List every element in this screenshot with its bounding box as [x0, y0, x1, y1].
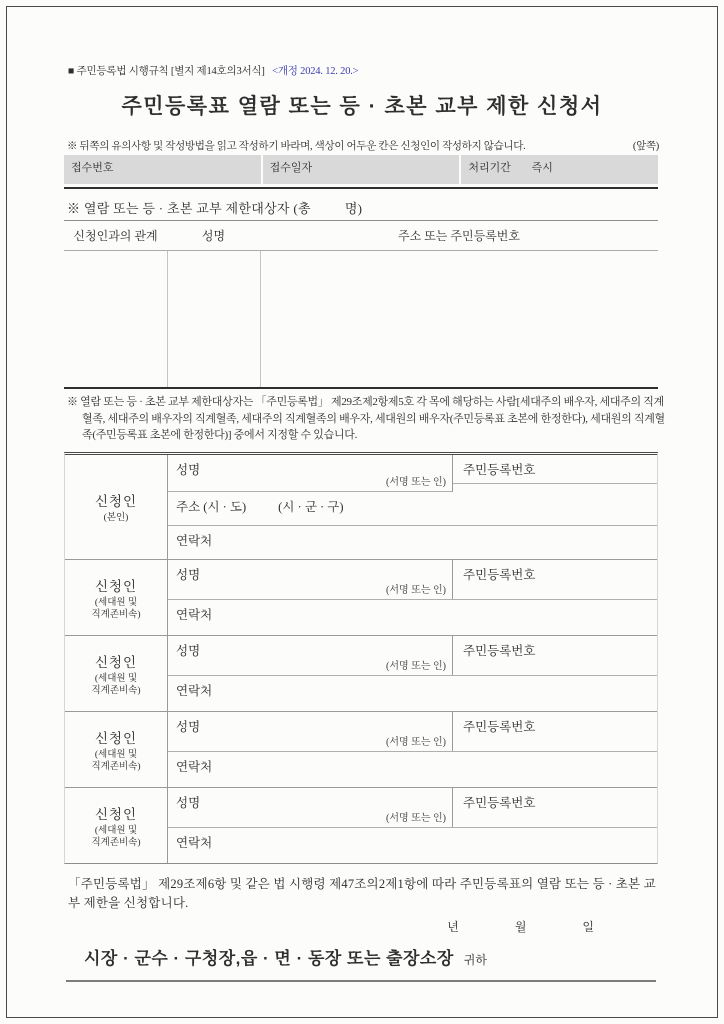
processing-period-value: 즉시: [531, 162, 553, 174]
contact-label: 연락처: [176, 608, 213, 622]
contact-field: [168, 828, 657, 863]
column-name: 성명: [201, 229, 226, 243]
contact-label: 연락처: [176, 836, 213, 850]
restricted-table-body: [64, 251, 658, 389]
applicant-role-cell: [65, 712, 168, 787]
receipt-no-label: 접수번호: [71, 162, 114, 174]
applicant-label: 신청인: [94, 730, 138, 746]
signature-hint: (서명 또는 인): [386, 661, 446, 672]
name-field: [168, 712, 453, 751]
rrn-field: [453, 788, 657, 827]
address-field: [168, 492, 657, 526]
contact-field: [168, 676, 657, 711]
revision-note: <개정 2024. 12. 20.>: [272, 66, 359, 77]
regulation-reference: [68, 63, 358, 78]
applicant-role-cell: [65, 455, 168, 559]
contact-field: [168, 600, 657, 635]
applicant-block-household: [65, 711, 657, 787]
regulation-reference-text: ■ 주민등록법 시행규칙 [별지 제14호의3서식]: [68, 66, 265, 77]
receipt-date-cell: [263, 155, 460, 184]
rrn-label: 주민등록번호: [463, 720, 536, 734]
name-label: 성명: [176, 568, 201, 582]
receipt-header-row: [64, 155, 658, 184]
rrn-label: 주민등록번호: [463, 568, 536, 582]
signature-hint: (서명 또는 인): [386, 737, 446, 748]
applicant-block-household: [65, 559, 657, 635]
recipient-line: [84, 944, 487, 969]
footer-rule: [66, 980, 656, 982]
rrn-field: [453, 455, 657, 492]
applicant-label: 신청인: [94, 494, 138, 509]
page-title: 주민등록표 열람 또는 등 · 초본 교부 제한 신청서: [121, 95, 603, 118]
honorific-label: 귀하: [463, 953, 487, 967]
role-label: (본인): [103, 513, 129, 523]
applicant-label: 신청인: [94, 578, 138, 594]
contact-label: 연락처: [176, 684, 213, 698]
applicant-role-cell: [65, 788, 168, 863]
applicant-table: [64, 452, 658, 864]
rrn-label: 주민등록번호: [463, 796, 536, 810]
applicant-block-self: [65, 455, 657, 559]
section-divider: [64, 187, 658, 189]
notice-line: [67, 138, 659, 153]
declaration-text: 「주민등록법」 제29조제6항 및 같은 법 시행령 제47조의2제1항에 따라 주민등록표의 열람 또는 등 · 초본 교부 제한을 신청합니다.: [68, 877, 656, 910]
role-label: (세대원 및 직계존비속): [91, 825, 141, 848]
restricted-section-title: [67, 198, 362, 217]
restricted-title-suffix: 명): [344, 201, 363, 216]
signature-hint: (서명 또는 인): [386, 585, 446, 596]
column-divider: [260, 251, 261, 387]
applicant-block-household: [65, 635, 657, 711]
note-paragraph: ※ 열람 또는 등 · 초본 교부 제한대상자는 「주민등록법」 제29조제2항제5호 각 목에 해당하는 사람[세대주의 배우자, 세대주의 직계혈족, 세대주의 배우자의 직계혈족, 세대주의 직계혈족의 배우자, 세대원의 배우자(주민등록표 초본에 한정한다), 세대원의 직계혈족(주민등록표 초본에 한정한다)] 중에서 지정할 수 있습니다.: [67, 396, 665, 441]
name-label: 성명: [176, 463, 201, 477]
processing-period-cell: [461, 155, 658, 184]
date-line: [64, 918, 594, 935]
rrn-field: [453, 636, 657, 675]
role-label: (세대원 및 직계존비속): [91, 749, 141, 772]
name-field: [168, 636, 453, 675]
receipt-no-cell: [64, 155, 261, 184]
restricted-table: [64, 220, 658, 389]
name-label: 성명: [176, 720, 201, 734]
year-label: 년: [447, 920, 459, 934]
day-label: 일: [582, 920, 594, 934]
applicant-role-cell: [65, 636, 168, 711]
name-label: 성명: [176, 796, 201, 810]
name-field: [168, 560, 453, 599]
role-label: (세대원 및 직계존비속): [91, 673, 141, 696]
applicant-block-household: [65, 787, 657, 863]
name-label: 성명: [176, 644, 201, 658]
address-sido-label: 주소 (시 · 도): [176, 500, 247, 514]
recipient-label: 시장 · 군수 · 구청장,읍 · 면 · 동장 또는 출장소장: [84, 949, 454, 968]
rrn-label: 주민등록번호: [463, 463, 536, 477]
signature-hint: (서명 또는 인): [386, 813, 446, 824]
restricted-title-prefix: ※ 열람 또는 등 · 초본 교부 제한대상자 (총: [67, 201, 311, 216]
notice-text: ※ 뒤쪽의 유의사항 및 작성방법을 읽고 작성하기 바라며, 색상이 어두운 칸은 신청인이 작성하지 않습니다.: [67, 141, 526, 152]
rrn-label: 주민등록번호: [463, 644, 536, 658]
role-label: (세대원 및 직계존비속): [91, 597, 141, 620]
name-field: [168, 455, 453, 492]
signature-hint: (서명 또는 인): [386, 477, 446, 488]
processing-period-label: 처리기간: [468, 162, 511, 174]
column-address-or-rrn: 주소 또는 주민등록번호: [398, 229, 520, 243]
contact-field: [168, 526, 657, 559]
name-field: [168, 788, 453, 827]
address-sigungu-label: (시 · 군 · 구): [278, 500, 344, 514]
rrn-field: [453, 560, 657, 599]
receipt-date-label: 접수일자: [269, 162, 313, 174]
applicant-label: 신청인: [94, 654, 138, 670]
contact-label: 연락처: [176, 534, 213, 548]
front-side-label: (앞쪽): [632, 141, 659, 152]
rrn-field: [453, 712, 657, 751]
contact-label: 연락처: [176, 760, 213, 774]
restricted-table-header: [64, 220, 658, 251]
applicant-label: 신청인: [94, 806, 138, 822]
contact-field: [168, 752, 657, 787]
column-divider: [167, 251, 168, 387]
applicant-role-cell: [65, 560, 168, 635]
month-label: 월: [514, 920, 527, 934]
column-relation: 신청인과의 관계: [73, 229, 158, 243]
